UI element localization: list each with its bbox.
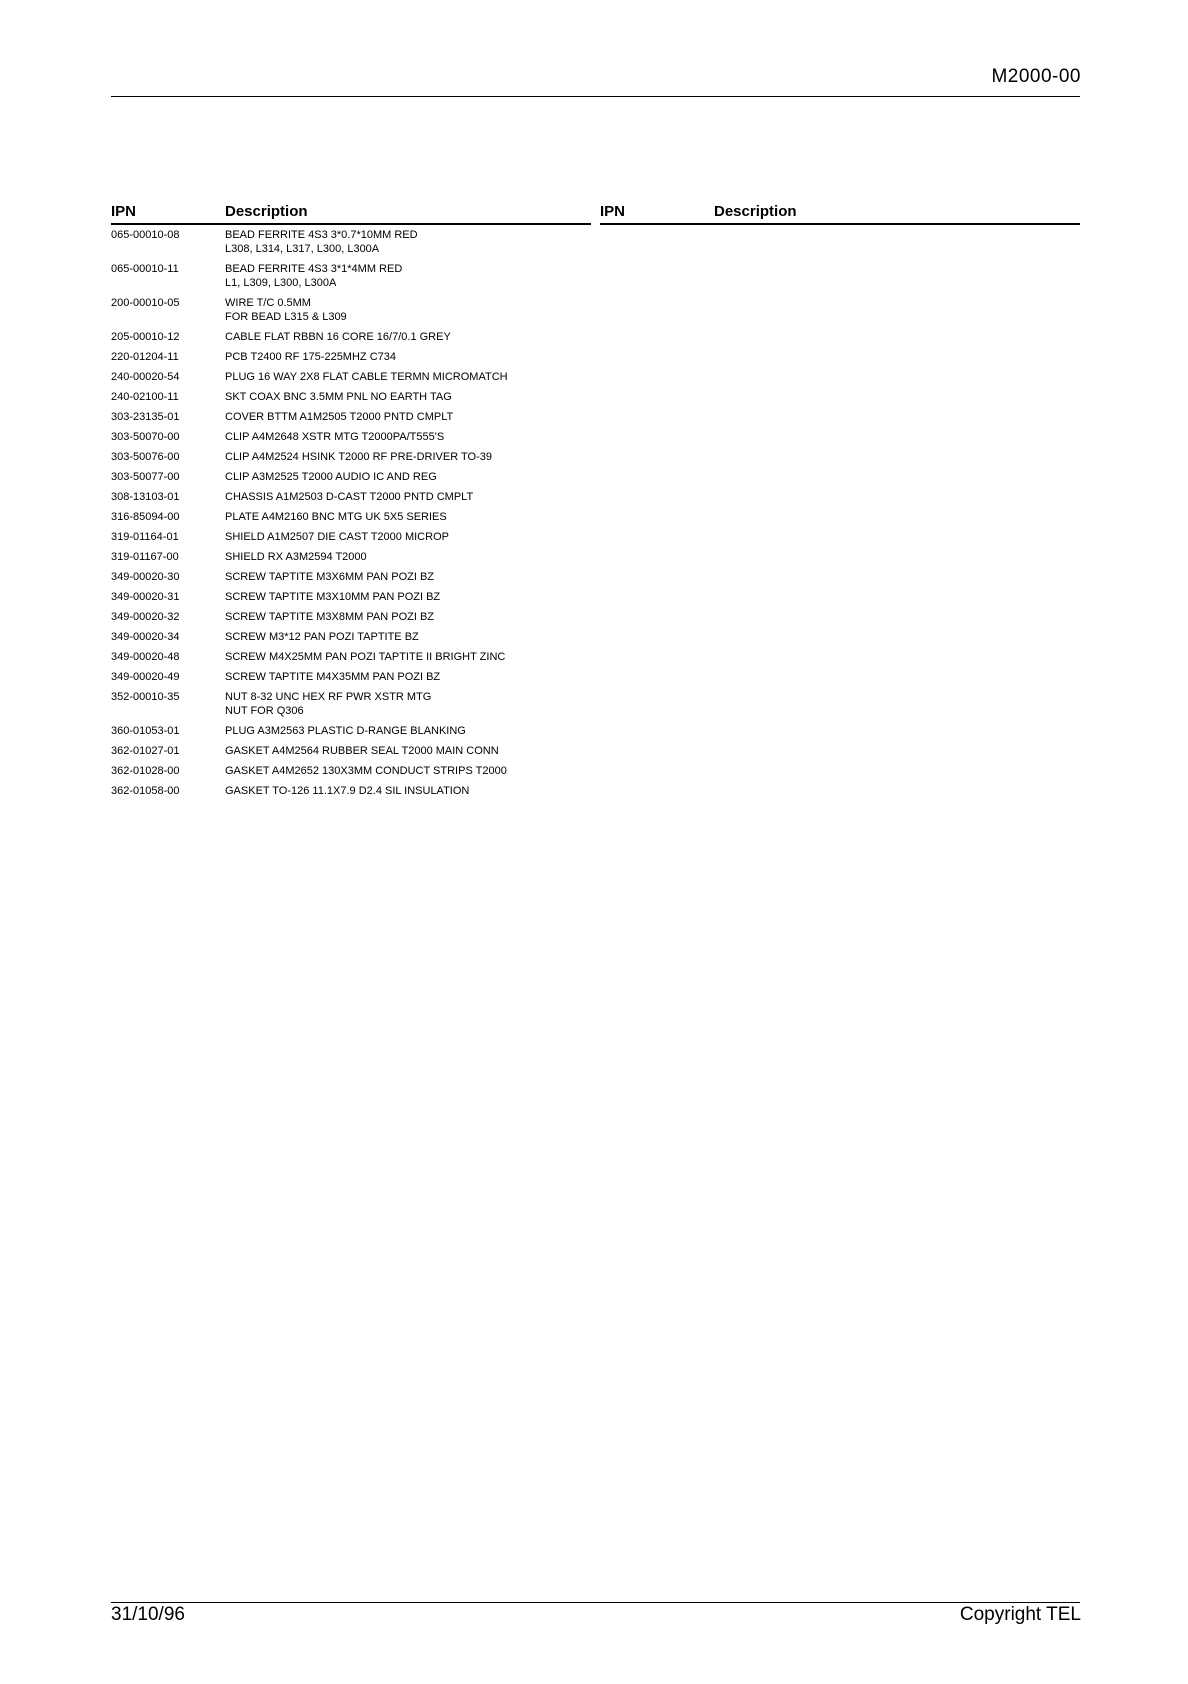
part-description-line: SHIELD RX A3M2594 T2000 <box>225 551 367 563</box>
part-row <box>111 570 591 584</box>
part-description <box>225 670 591 684</box>
part-description <box>225 390 591 404</box>
part-description <box>225 430 591 444</box>
part-description <box>225 530 591 544</box>
part-description <box>225 744 591 758</box>
part-description <box>225 490 591 504</box>
part-description-line: BEAD FERRITE 4S3 3*1*4MM RED <box>225 263 403 275</box>
part-ipn: 065-00010-08 <box>111 229 180 241</box>
part-description <box>225 262 591 290</box>
part-row <box>111 296 591 324</box>
part-row <box>111 470 591 484</box>
part-ipn: 362-01027-01 <box>111 745 180 757</box>
part-description <box>225 410 591 424</box>
part-description <box>225 228 591 256</box>
part-ipn: 319-01164-01 <box>111 531 179 543</box>
part-description-line: BEAD FERRITE 4S3 3*0.7*10MM RED <box>225 229 418 241</box>
part-row <box>111 550 591 564</box>
part-row <box>111 744 591 758</box>
part-description-line: PLUG A3M2563 PLASTIC D-RANGE BLANKING <box>225 725 466 737</box>
part-description <box>225 296 591 324</box>
part-description <box>225 370 591 384</box>
part-row <box>111 228 591 256</box>
part-description-line: SCREW TAPTITE M4X35MM PAN POZI BZ <box>225 671 441 683</box>
part-row <box>111 350 591 364</box>
part-description-line: CABLE FLAT RBBN 16 CORE 16/7/0.1 GREY <box>225 331 451 343</box>
part-description-line: SKT COAX BNC 3.5MM PNL NO EARTH TAG <box>225 391 452 403</box>
part-description-line: WIRE T/C 0.5MM <box>225 297 311 309</box>
part-ipn: 362-01028-00 <box>111 765 180 777</box>
part-row <box>111 724 591 738</box>
footer-rule <box>111 1602 1080 1603</box>
part-ipn: 308-13103-01 <box>111 491 180 503</box>
part-ipn: 352-00010-35 <box>111 691 180 703</box>
part-description <box>225 690 591 718</box>
part-ipn: 349-00020-49 <box>111 671 180 683</box>
part-description-line: CLIP A4M2524 HSINK T2000 RF PRE-DRIVER TO-39 <box>225 451 492 463</box>
part-description-line: CHASSIS A1M2503 D-CAST T2000 PNTD CMPLT <box>225 491 474 503</box>
part-description-line: NUT FOR Q306 <box>225 705 304 717</box>
part-ipn: 205-00010-12 <box>111 331 180 343</box>
header-rule <box>111 96 1080 97</box>
part-row <box>111 410 591 424</box>
part-description <box>225 470 591 484</box>
part-row <box>111 764 591 778</box>
part-row <box>111 370 591 384</box>
part-description-line: PLATE A4M2160 BNC MTG UK 5X5 SERIES <box>225 511 447 523</box>
part-description <box>225 330 591 344</box>
part-description-line: L308, L314, L317, L300, L300A <box>225 243 380 255</box>
part-description-line: GASKET A4M2564 RUBBER SEAL T2000 MAIN CONN <box>225 745 499 757</box>
part-description <box>225 724 591 738</box>
parts-list <box>111 228 591 804</box>
part-description-line: SCREW M4X25MM PAN POZI TAPTITE II BRIGHT ZINC <box>225 651 506 663</box>
part-ipn: 303-23135-01 <box>111 411 180 423</box>
part-row <box>111 450 591 464</box>
part-row <box>111 610 591 624</box>
part-description <box>225 764 591 778</box>
right-ipn-heading: IPN <box>600 203 626 220</box>
part-row <box>111 490 591 504</box>
part-ipn: 303-50077-00 <box>111 471 180 483</box>
part-ipn: 065-00010-11 <box>111 263 179 275</box>
part-description-line: SCREW M3*12 PAN POZI TAPTITE BZ <box>225 631 419 643</box>
part-description <box>225 610 591 624</box>
part-description <box>225 570 591 584</box>
part-description <box>225 450 591 464</box>
part-row <box>111 262 591 290</box>
part-description <box>225 630 591 644</box>
part-ipn: 240-02100-11 <box>111 391 179 403</box>
part-row <box>111 530 591 544</box>
document-id: M2000-00 <box>991 66 1081 87</box>
part-ipn: 362-01058-00 <box>111 785 180 797</box>
part-ipn: 360-01053-01 <box>111 725 180 737</box>
footer-date: 31/10/96 <box>111 1604 185 1625</box>
part-ipn: 349-00020-34 <box>111 631 180 643</box>
part-description <box>225 510 591 524</box>
part-description <box>225 350 591 364</box>
part-row <box>111 784 591 798</box>
part-description-line: SHIELD A1M2507 DIE CAST T2000 MICROP <box>225 531 449 543</box>
part-description-line: SCREW TAPTITE M3X10MM PAN POZI BZ <box>225 591 441 603</box>
part-row <box>111 670 591 684</box>
part-row <box>111 390 591 404</box>
part-description-line: PCB T2400 RF 175-225MHZ C734 <box>225 351 396 363</box>
part-row <box>111 590 591 604</box>
part-ipn: 349-00020-30 <box>111 571 180 583</box>
part-description-line: CLIP A4M2648 XSTR MTG T2000PA/T555'S <box>225 431 445 443</box>
left-column-header <box>111 201 591 225</box>
part-row <box>111 650 591 664</box>
part-row <box>111 630 591 644</box>
part-description-line: COVER BTTM A1M2505 T2000 PNTD CMPLT <box>225 411 454 423</box>
part-description-line: GASKET A4M2652 130X3MM CONDUCT STRIPS T2000 <box>225 765 507 777</box>
right-description-heading: Description <box>714 203 797 220</box>
part-ipn: 349-00020-31 <box>111 591 180 603</box>
part-description-line: PLUG 16 WAY 2X8 FLAT CABLE TERMN MICROMATCH <box>225 371 508 383</box>
part-description-line: NUT 8-32 UNC HEX RF PWR XSTR MTG <box>225 691 432 703</box>
part-ipn: 303-50076-00 <box>111 451 180 463</box>
part-description-line: GASKET TO-126 11.1X7.9 D2.4 SIL INSULATION <box>225 785 470 797</box>
part-row <box>111 690 591 718</box>
part-description-line: CLIP A3M2525 T2000 AUDIO IC AND REG <box>225 471 437 483</box>
part-ipn: 220-01204-11 <box>111 351 179 363</box>
part-description-line: SCREW TAPTITE M3X6MM PAN POZI BZ <box>225 571 435 583</box>
part-row <box>111 330 591 344</box>
left-ipn-heading: IPN <box>111 203 137 220</box>
part-row <box>111 430 591 444</box>
part-ipn: 316-85094-00 <box>111 511 180 523</box>
part-description <box>225 590 591 604</box>
part-description-line: SCREW TAPTITE M3X8MM PAN POZI BZ <box>225 611 435 623</box>
part-ipn: 303-50070-00 <box>111 431 180 443</box>
left-description-heading: Description <box>225 203 308 220</box>
part-description-line: L1, L309, L300, L300A <box>225 277 337 289</box>
part-ipn: 349-00020-32 <box>111 611 180 623</box>
part-row <box>111 510 591 524</box>
part-description-line: FOR BEAD L315 & L309 <box>225 311 347 323</box>
part-ipn: 319-01167-00 <box>111 551 179 563</box>
footer-copyright: Copyright TEL <box>959 1604 1081 1625</box>
part-description <box>225 550 591 564</box>
part-ipn: 349-00020-48 <box>111 651 180 663</box>
part-description <box>225 650 591 664</box>
part-ipn: 240-00020-54 <box>111 371 180 383</box>
part-ipn: 200-00010-05 <box>111 297 180 309</box>
part-description <box>225 784 591 798</box>
right-column-header <box>600 201 1080 225</box>
